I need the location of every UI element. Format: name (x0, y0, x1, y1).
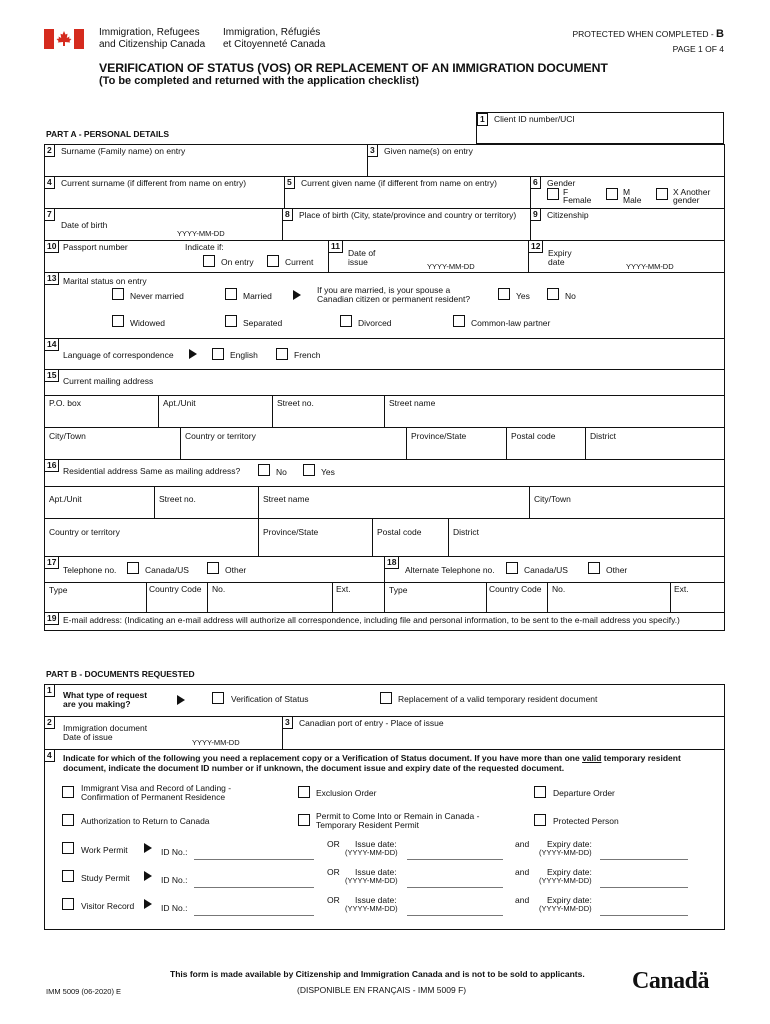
residential-city-field[interactable]: City/Town (534, 494, 571, 504)
alt-phone-canada-us-checkbox[interactable] (506, 562, 518, 574)
gender-x-label: X Another gender (673, 187, 711, 205)
alt-phone-number-field[interactable]: No. (552, 584, 566, 594)
study-permit-issue-input[interactable] (407, 887, 503, 888)
same-address-yes-checkbox[interactable] (303, 464, 315, 476)
gender-x-checkbox[interactable] (656, 188, 668, 200)
immigrant-visa-checkbox[interactable] (62, 786, 74, 798)
part-b-title: PART B - DOCUMENTS REQUESTED (46, 669, 195, 679)
departure-order-checkbox[interactable] (534, 786, 546, 798)
mailing-country-field[interactable]: Country or territory (185, 431, 256, 441)
visitor-record-checkbox[interactable] (62, 898, 74, 910)
residential-postal-code-field[interactable]: Postal code (377, 527, 422, 537)
mailing-district-field[interactable]: District (590, 431, 616, 441)
mailing-street-name-field[interactable]: Street name (389, 398, 436, 408)
mailing-province-field[interactable]: Province/State (411, 431, 467, 441)
passport-expiry-date-field[interactable]: 12 Expiry date YYYY-MM-DD (528, 240, 725, 272)
current-surname-field[interactable]: 4 Current surname (if different from name on entry) (44, 176, 284, 208)
temporary-resident-permit-checkbox[interactable] (298, 814, 310, 826)
email-field[interactable]: 19 E-mail address: (Indicating an e-mail address will authorize all correspondence, including file and personal information, to be sent to the e-mail address you specify.) (44, 612, 725, 631)
phone-country-code-field[interactable]: Country Code (149, 584, 202, 594)
surname-on-entry-field[interactable]: 2 Surname (Family name) on entry (44, 144, 367, 176)
work-permit-expiry-input[interactable] (600, 859, 688, 860)
form-subtitle: (To be completed and returned with the application checklist) (99, 75, 420, 87)
mailing-apt-field[interactable]: Apt./Unit (163, 398, 196, 408)
phone-canada-us-checkbox[interactable] (127, 562, 139, 574)
residential-apt-field[interactable]: Apt./Unit (49, 494, 82, 504)
phone-number-field[interactable]: No. (212, 584, 226, 594)
protected-person-checkbox[interactable] (534, 814, 546, 826)
residential-district-field[interactable]: District (453, 527, 479, 537)
visitor-record-row: Visitor Record ID No.: OR Issue date: (YYYY-MM-DD) and Expiry date: (YYYY-MM-DD) (44, 896, 725, 924)
marital-status-field: 13 Marital status on entry Never married Married If you are married, is your spouse a Canadian citizen or permanent resident? Yes No Widowed Separated Divorced Common-law partner (44, 272, 725, 338)
passport-number-field[interactable]: 10 Passport number Indicate if: On entry Current (44, 240, 328, 272)
department-name-en: Immigration, Refugees and Citizenship Canada (99, 27, 206, 50)
passport-issue-date-field[interactable]: 11 Date of issue YYYY-MM-DD (328, 240, 528, 272)
telephone-header: 17 Telephone no. Canada/US Other (44, 556, 384, 582)
passport-current-checkbox[interactable] (267, 255, 279, 267)
alt-phone-ext-field[interactable]: Ext. (674, 584, 689, 594)
arrow-right-icon (144, 899, 152, 909)
arrow-right-icon (177, 695, 185, 705)
work-permit-issue-input[interactable] (407, 859, 503, 860)
gender-male-checkbox[interactable] (606, 188, 618, 200)
client-id-field[interactable]: 1 Client ID number/UCI (476, 112, 724, 144)
gender-female-label: F Female (563, 187, 592, 205)
language-field: 14 Language of correspondence English French (44, 338, 725, 369)
arrow-right-icon (189, 349, 197, 359)
english-checkbox[interactable] (212, 348, 224, 360)
gender-field: 6 Gender F Female M Male X Another gender (530, 176, 725, 208)
protected-label: PROTECTED WHEN COMPLETED - B (572, 28, 724, 40)
passport-on-entry-checkbox[interactable] (203, 255, 215, 267)
gender-female-checkbox[interactable] (547, 188, 559, 200)
citizenship-field[interactable]: 9 Citizenship (530, 208, 725, 240)
phone-type-field[interactable]: Type (49, 585, 68, 595)
given-name-on-entry-field[interactable]: 3 Given name(s) on entry (367, 144, 725, 176)
work-permit-id-input[interactable] (194, 859, 314, 860)
place-of-birth-field[interactable]: 8 Place of birth (City, state/province and country or territory) (282, 208, 530, 240)
gender-male-label: M Male (623, 187, 642, 205)
mailing-po-box-field[interactable]: P.O. box (49, 398, 81, 408)
divorced-checkbox[interactable] (340, 315, 352, 327)
visitor-record-expiry-input[interactable] (600, 915, 688, 916)
french-availability: (DISPONIBLE EN FRANÇAIS - IMM 5009 F) (297, 985, 467, 995)
common-law-checkbox[interactable] (453, 315, 465, 327)
passport-on-entry-label: On entry (221, 257, 254, 267)
visitor-record-issue-input[interactable] (407, 915, 503, 916)
residential-street-name-field[interactable]: Street name (263, 494, 310, 504)
request-type-field: 1 What type of request are you making? Verification of Status Replacement of a valid temporary resident document (44, 684, 725, 716)
french-checkbox[interactable] (276, 348, 288, 360)
married-checkbox[interactable] (225, 288, 237, 300)
vos-checkbox[interactable] (212, 692, 224, 704)
canada-wordmark: Canadä (632, 968, 710, 994)
passport-current-label: Current (285, 257, 314, 267)
widowed-checkbox[interactable] (112, 315, 124, 327)
separated-checkbox[interactable] (225, 315, 237, 327)
visitor-record-id-input[interactable] (194, 915, 314, 916)
same-address-no-checkbox[interactable] (258, 464, 270, 476)
document-issue-date-field[interactable]: 2 Immigration document Date of issue YYYY-MM-DD (44, 716, 282, 749)
arrow-right-icon (144, 843, 152, 853)
residential-province-field[interactable]: Province/State (263, 527, 319, 537)
study-permit-checkbox[interactable] (62, 870, 74, 882)
date-of-birth-field[interactable]: 7 Date of birth YYYY-MM-DD (44, 208, 282, 240)
alt-phone-country-code-field[interactable]: Country Code (489, 584, 542, 594)
mailing-postal-code-field[interactable]: Postal code (511, 431, 556, 441)
port-of-entry-field[interactable]: 3 Canadian port of entry - Place of issue (282, 716, 725, 749)
alt-telephone-header: 18 Alternate Telephone no. Canada/US Other (384, 556, 725, 582)
work-permit-row: Work Permit ID No.: OR Issue date: (YYYY-MM-DD) and Expiry date: (YYYY-MM-DD) (44, 840, 725, 868)
page-number: PAGE 1 OF 4 (672, 44, 724, 54)
mailing-street-no-field[interactable]: Street no. (277, 398, 314, 408)
alt-phone-other-checkbox[interactable] (588, 562, 600, 574)
never-married-checkbox[interactable] (112, 288, 124, 300)
form-code: IMM 5009 (06-2020) E (46, 987, 122, 996)
form-title: VERIFICATION OF STATUS (VOS) OR REPLACEMENT OF AN IMMIGRATION DOCUMENT (99, 61, 608, 75)
arrow-right-icon (144, 871, 152, 881)
replacement-checkbox[interactable] (380, 692, 392, 704)
phone-ext-field[interactable]: Ext. (336, 584, 351, 594)
arrow-right-icon (293, 290, 301, 300)
phone-other-checkbox[interactable] (207, 562, 219, 574)
study-permit-row: Study Permit ID No.: OR Issue date: (YYYY-MM-DD) and Expiry date: (YYYY-MM-DD) (44, 868, 725, 896)
canada-flag-icon (44, 29, 84, 49)
mailing-address-header: 15 Current mailing address (44, 369, 725, 395)
study-permit-id-input[interactable] (194, 887, 314, 888)
current-given-name-field[interactable]: 5 Current given name (if different from name on entry) (284, 176, 530, 208)
footer-notice: This form is made available by Citizenship and Immigration Canada and is not to be sold to applicants. (170, 969, 585, 979)
residential-address-header: 16 Residential address Same as mailing address? No Yes (44, 459, 725, 486)
residential-street-no-field[interactable]: Street no. (159, 494, 196, 504)
spouse-no-checkbox[interactable] (547, 288, 559, 300)
work-permit-checkbox[interactable] (62, 842, 74, 854)
authorization-return-checkbox[interactable] (62, 814, 74, 826)
spouse-yes-checkbox[interactable] (498, 288, 510, 300)
residential-country-field[interactable]: Country or territory (49, 527, 120, 537)
documents-list: 4 Indicate for which of the following you need a replacement copy or a Verification of Status document. If you have more than one valid temporary resident document, indicate the document ID number or if unknown, the document issue and expiry date of the requested document. Immigrant Visa and Record of Landing - Confirmation of Permanent Residence Exclusion Order Departure Order Authorization to Return to Canada Permit to Come Into or Remain in Canada - Temporary Resident Permit Protected Person Work Permit ID No.: OR Issue date: (YYYY-MM-DD) and Expiry date: (YYYY-MM-DD) Study Permit ID No.: OR Issue date: (YYYY-MM-DD) and Expiry date: (YYYY-MM-DD) Visitor Record ID No.: OR Issue date: (YYYY-MM-DD) and Expiry date: (YYYY-MM-DD) (44, 749, 725, 930)
part-a-title: PART A - PERSONAL DETAILS (46, 129, 170, 139)
exclusion-order-checkbox[interactable] (298, 786, 310, 798)
documents-instruction: Indicate for which of the following you need a replacement copy or a Verification of Status document. If you have more than one valid temporary resident document, indicate the document ID number or if unknown, the document issue and expiry date of the requested document. (63, 753, 681, 773)
mailing-city-field[interactable]: City/Town (49, 431, 86, 441)
department-name-fr: Immigration, Réfugiés et Citoyenneté Canada (223, 27, 326, 50)
client-id-label: Client ID number/UCI (494, 114, 575, 124)
alt-phone-type-field[interactable]: Type (389, 585, 408, 595)
study-permit-expiry-input[interactable] (600, 887, 688, 888)
